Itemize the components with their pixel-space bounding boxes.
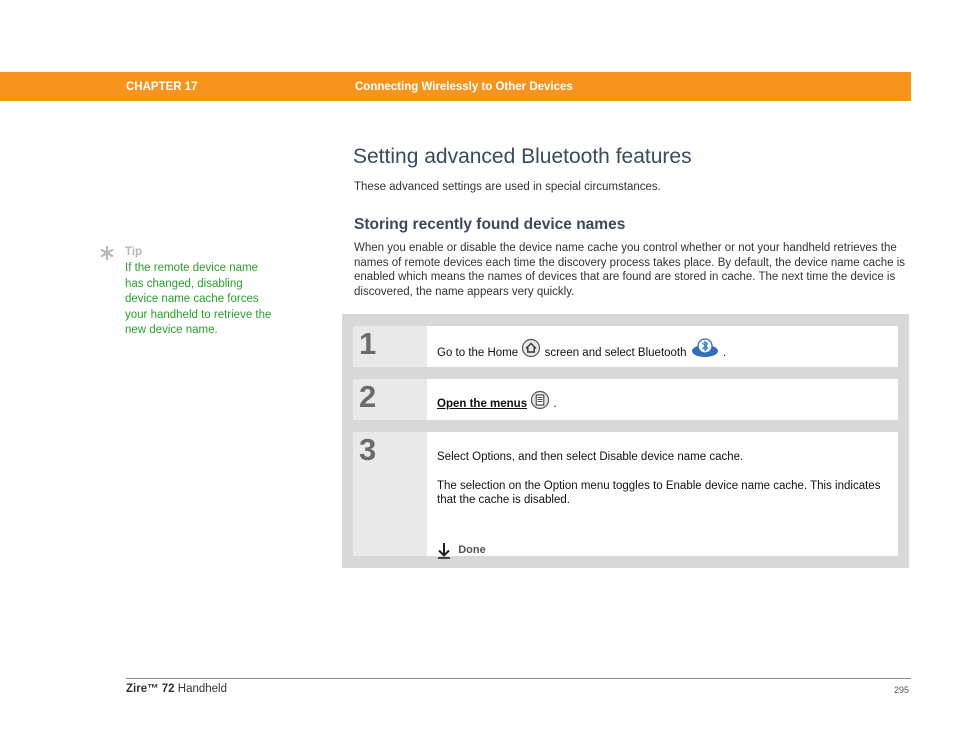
step-3 [353, 432, 898, 556]
step-2-text-after: . [553, 398, 557, 410]
step-number: 3 [359, 432, 377, 467]
subheading: Storing recently found device names [354, 216, 626, 233]
step-1-text-c: . [722, 347, 727, 359]
done-label: Done [458, 544, 486, 557]
steps-panel [342, 314, 909, 568]
chapter-title: Connecting Wirelessly to Other Devices [355, 81, 573, 93]
done-row [437, 542, 486, 559]
step-number: 2 [359, 379, 377, 414]
done-arrow-icon [437, 542, 451, 559]
step-1-text-b: screen and select Bluetooth [544, 347, 687, 359]
bluetooth-icon[interactable] [690, 337, 720, 359]
footer-divider [126, 678, 911, 679]
step-1 [353, 326, 898, 367]
step-2-content [437, 397, 888, 412]
chapter-number: CHAPTER 17 [126, 81, 198, 93]
step-1-text-a: Go to the Home [437, 347, 519, 359]
page-number: 295 [894, 685, 910, 695]
footer-product-name: Zire™ 72 [126, 683, 175, 695]
home-icon[interactable] [521, 338, 541, 358]
tip-label: Tip [125, 246, 143, 258]
step-2 [353, 379, 898, 420]
body-paragraph: When you enable or disable the device name cache you control whether or not your handheld retrieves the names of remote devices each time the discovery process takes place. By default, the device name cache is enabled which means the names of devices that are found are stored in cache. The next time the device is discovered, the name appears very quickly. [354, 242, 906, 298]
tip-text: If the remote device name has changed, disabling device name cache forces your handheld to retrieve the new device name. [125, 262, 272, 337]
section-intro: These advanced settings are used in special circumstances. [354, 181, 661, 193]
step-3-content [437, 450, 888, 557]
footer-product-suffix: Handheld [174, 683, 228, 695]
step-number: 1 [359, 326, 377, 361]
step-3-paragraph-1: Select Options, and then select Disable device name cache. [437, 451, 744, 463]
open-menus-link[interactable]: Open the menus [437, 398, 528, 410]
step-1-content [437, 346, 888, 361]
chapter-header-bar [0, 72, 911, 101]
step-number-cell [353, 379, 427, 420]
asterisk-icon [100, 246, 114, 260]
step-3-paragraph-2: The selection on the Option menu toggles to Enable device name cache. This indicates that the cache is disabled. [437, 479, 881, 507]
footer-product [126, 683, 227, 695]
step-number-cell [353, 432, 427, 556]
menu-icon[interactable] [530, 390, 550, 410]
step-number-cell [353, 326, 427, 367]
section-title: Setting advanced Bluetooth features [353, 145, 692, 168]
